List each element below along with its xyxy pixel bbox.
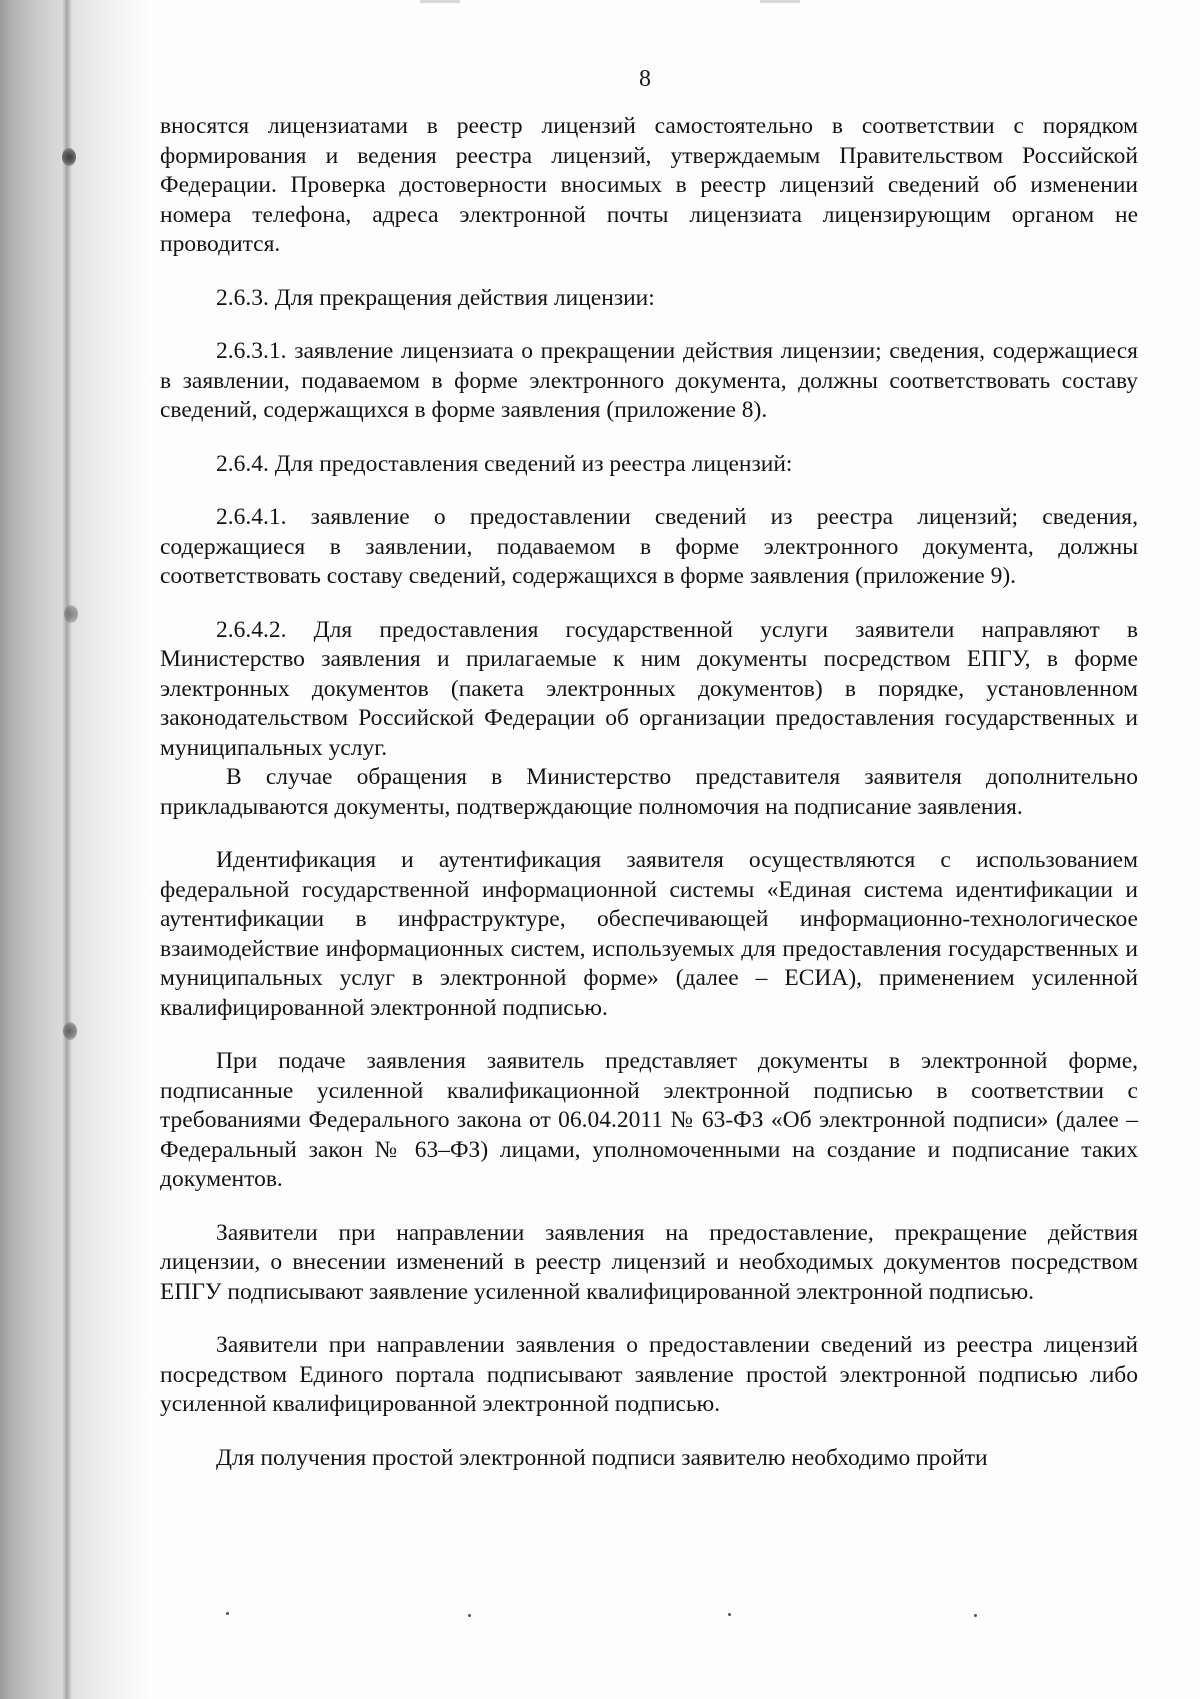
paragraph-simple-signature: Для получения простой электронной подписи заявителю необходимо пройти [216, 1444, 988, 1471]
scan-artifact [420, 0, 460, 3]
binding-hole-mark [62, 148, 76, 166]
binding-hole-mark [64, 605, 78, 623]
scan-speck [728, 1613, 731, 1616]
paragraph-2-6-4-1: 2.6.4.1. заявление о предоставлении сведений из реестра лицензий; сведения, содержащиеся в заявлении, подаваемом в форме электронного документа, должны соответствовать составу сведений, содержащихся в форме заявления (приложение 9). [160, 504, 1138, 589]
paragraph-2-6-4-2: 2.6.4.2. Для предоставления государственной услуги заявители направляют в Министерство заявления и прилагаемые к ним документы посредством ЕПГУ, в форме электронных документов (пакета электронных документов) в порядке, установленном законодательством Российской Федерации об организации предоставления государственных и муниципальных услуг. [160, 616, 1138, 761]
paragraph-identification: Идентификация и аутентификация заявителя осуществляются с использованием федеральной государственной информационной системы «Единая система идентификации и аутентификации в инфраструктуре, обеспечивающей информационно-технологическое взаимодействие информационных систем, используемых для предоставления государственных и муниципальных услуг в электронной форме» (далее – ЕСИА), применением усиленной квалифицированной электронной подписью. [160, 847, 1138, 1021]
section-heading-2-6-3: 2.6.3. Для прекращения действия лицензии: [216, 284, 655, 311]
scan-shadow-edge [0, 0, 150, 1699]
scan-speck [974, 1614, 977, 1617]
scan-artifact [760, 0, 800, 3]
paragraph-continuation: вносятся лицензиатами в реестр лицензий самостоятельно в соответствии с порядком формирования и ведения реестра лицензий, утверждаемым Правительством Российской Федерации. Проверка достоверности вносимых в реестр лицензий сведений об изменении номера телефона, адреса электронной почты лицензиата лицензирующим органом не проводится. [160, 113, 1138, 257]
page-number: 8 [639, 66, 651, 92]
paragraph-submission: При подаче заявления заявитель представляет документы в электронной форме, подписанные усиленной квалификационной электронной подписью в соответствии с требованиями Федерального закона от 06.04.2011 № 63-ФЗ «Об электронной подписи» (далее – Федеральный закон № 63–ФЗ) лицами, уполномоченными на создание и подписание таких документов. [160, 1048, 1138, 1192]
scan-fold-line [62, 0, 72, 1699]
paragraph-2-6-3-1: 2.6.3.1. заявление лицензиата о прекращении действия лицензии; сведения, содержащиеся в заявлении, подаваемом в форме электронного документа, должны соответствовать составу сведений, содержащихся в форме заявления (приложение 8). [160, 338, 1138, 423]
scan-speck [468, 1614, 471, 1617]
paragraph-signing-simple: Заявители при направлении заявления о предоставлении сведений из реестра лицензий посредством Единого портала подписывают заявление простой электронной подписью либо усиленной квалифицированной электронной подписью. [160, 1332, 1138, 1417]
paragraph-signing-qualified: Заявители при направлении заявления на предоставление, прекращение действия лицензии, о внесении изменений в реестр лицензий и необходимых документов посредством ЕПГУ подписывают заявление усиленной квалифицированной электронной подписью. [160, 1219, 1138, 1305]
scan-speck [226, 1612, 229, 1615]
binding-hole-mark [63, 1022, 77, 1040]
document-body [160, 112, 1138, 1497]
paragraph-representative: В случае обращения в Министерство представителя заявителя дополнительно прикладываются документы, подтверждающие полномочия на подписание заявления. [160, 764, 1138, 820]
section-heading-2-6-4: 2.6.4. Для предоставления сведений из реестра лицензий: [216, 450, 793, 477]
